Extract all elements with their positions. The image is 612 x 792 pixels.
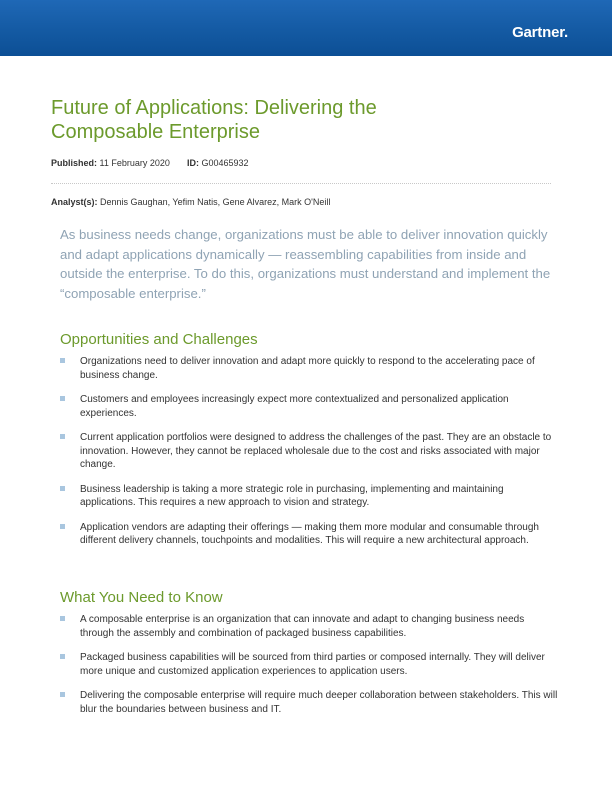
divider (51, 183, 551, 184)
list-item: Application vendors are adapting their offerings — making them more modular and consumable through different delivery channels, touchpoints and modalities. This will require a new architectural approach. (60, 521, 560, 548)
list-item: Business leadership is taking a more strategic role in purchasing, implementing and maintaining applications. This requires a new approach to vision and strategy. (60, 483, 560, 510)
need-to-know-list (60, 613, 560, 727)
list-item: Organizations need to deliver innovation and adapt more quickly to respond to the accelerating pace of business change. (60, 355, 560, 382)
published-date: 11 February 2020 (99, 158, 170, 168)
bullet-square-icon (60, 358, 65, 363)
opportunities-list (60, 355, 560, 559)
analysts-label: Analyst(s): (51, 197, 98, 207)
bullet-square-icon (60, 434, 65, 439)
summary-intro: As business needs change, organizations must be able to deliver innovation quickly and adapt applications dynamically — reassembling capabilities from inside and outside the enterprise. To do this, organizations must understand and implement the “composable enterprise.” (60, 227, 551, 301)
list-item: Current application portfolios were designed to address the challenges of the past. They are an obstacle to innovation. However, they cannot be replaced wholesale due to the cost and risks associated with major change. (60, 431, 560, 472)
bullet-square-icon (60, 692, 65, 697)
list-item: A composable enterprise is an organization that can innovate and adapt to changing business needs through the assembly and combination of packaged business capabilities. (60, 613, 560, 640)
bullet-square-icon (60, 616, 65, 621)
id-label: ID: (186, 158, 199, 168)
analysts-names: Dennis Gaughan, Yefim Natis, Gene Alvarez, Mark O'Neill (100, 197, 331, 207)
publication-info (51, 158, 249, 168)
bullet-square-icon (60, 654, 65, 659)
analysts-line (51, 197, 330, 207)
published-label: Published: (51, 158, 98, 168)
bullet-square-icon (60, 486, 65, 491)
list-item: Packaged business capabilities will be sourced from third parties or composed internally. They will deliver more unique and customized application experiences to application users. (60, 651, 560, 678)
document-title: Future of Applications: Delivering the Composable Enterprise (51, 97, 377, 143)
list-item: Delivering the composable enterprise will require much deeper collaboration between stakeholders. This will blur the boundaries between business and IT. (60, 689, 560, 716)
document-id: G00465932 (201, 158, 249, 168)
section-heading-opportunities: Opportunities and Challenges (60, 331, 258, 348)
header-bar (0, 0, 612, 56)
list-item: Customers and employees increasingly expect more contextualized and personalized application experiences. (60, 393, 560, 420)
gartner-logo: Gartner. (512, 24, 568, 41)
bullet-square-icon (60, 396, 65, 401)
section-heading-what-you-need-to-know: What You Need to Know (60, 589, 223, 606)
bullet-square-icon (60, 524, 65, 529)
